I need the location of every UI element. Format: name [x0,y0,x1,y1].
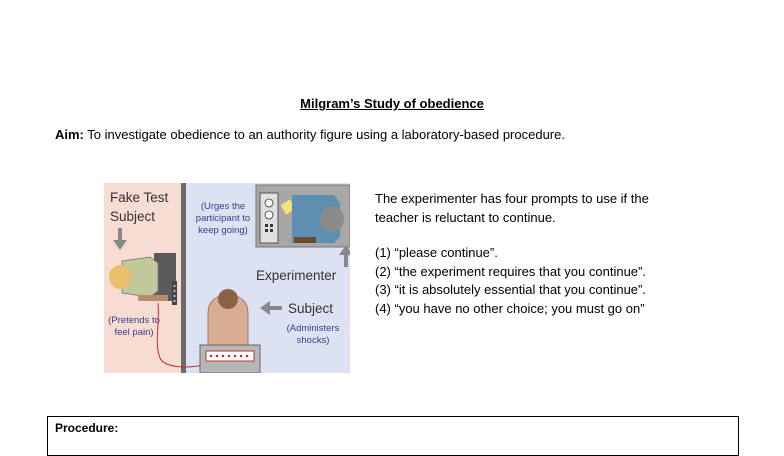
page-title: Milgram’s Study of obedience [300,96,484,111]
prompt-item: (4) “you have no other choice; you must go on” [375,300,645,316]
procedure-label: Procedure: [55,421,119,435]
prompts-text [375,190,755,318]
pretends-label-1: (Pretends to [108,315,160,326]
subject-label: Subject [288,301,334,316]
experimenter-figure [256,185,350,247]
aim-text: To investigate obedience to an authority figure using a laboratory-based procedure. [87,127,565,142]
experimenter-label: Experimenter [256,268,337,283]
milgram-diagram [104,183,350,373]
urges-label-3: keep going) [198,225,248,236]
fake-test-subject-label-1: Fake Test [110,190,169,205]
prompt-item: (2) “the experiment requires that you continue”. [375,263,646,279]
fake-test-subject-label-2: Subject [110,209,156,224]
administers-label-1: (Administers [286,323,340,334]
urges-label-1: (Urges the [200,201,246,212]
pretends-label-2: feel pain) [114,327,154,338]
dividing-wall [181,183,186,373]
aim-label: Aim: [55,127,84,142]
procedure-box [47,416,739,456]
administers-label-2: shocks) [296,335,330,346]
prompt-item: (3) “it is absolutely essential that you continue”. [375,282,646,297]
prompts-intro-1: The experimenter has four prompts to use if the [375,191,649,206]
aim-statement [55,127,565,142]
prompt-item: (1) “please continue”. [375,245,498,260]
prompts-intro-2: teacher is reluctant to continue. [375,209,556,225]
urges-label-2: participant to [195,213,251,224]
